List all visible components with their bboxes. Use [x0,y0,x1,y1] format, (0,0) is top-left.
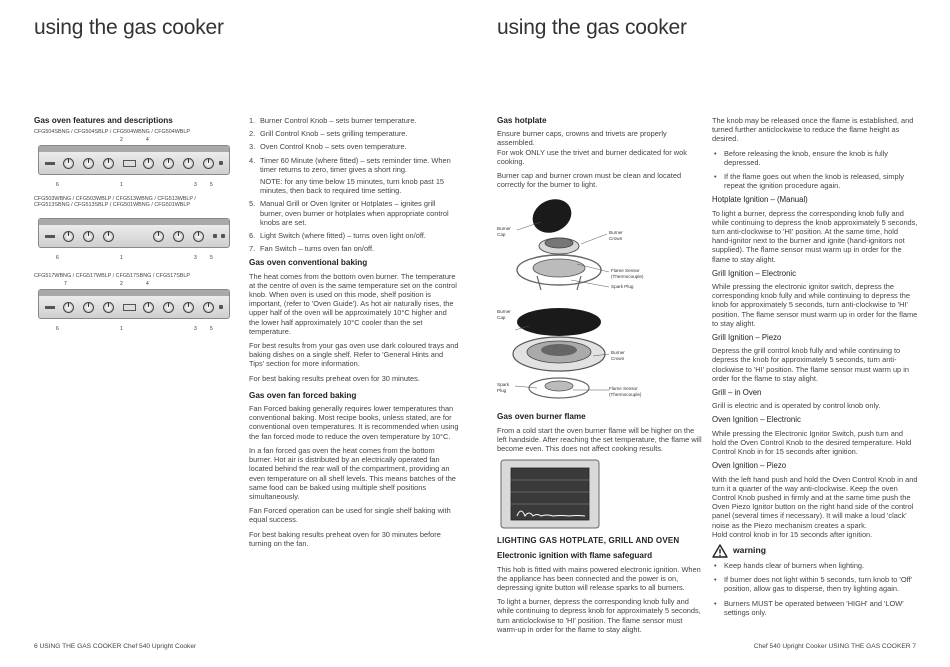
body-text: Fan Forced baking generally requires lower temperatures than conventional baking. Most recipe books, unless stated, are for conventional oven temperatures. It is recommended when using the fan forced mode to reduce the oven temperature by 10°C. [249,404,459,441]
panel-strip [39,146,229,152]
timer-note: NOTE: for any time below 15 minutes, turn knob past 15 minutes, then back to required time setting. [260,177,445,196]
body-text: While pressing the electronic ignitor switch, depress the corresponding knob fully and while continuing to depress the knob for approximately 5 seconds, turn anti-clockwise to 'HI' position. The flame sensor must warm up in order for the flame to stay alight. [712,282,918,328]
brand-logo-icon [45,235,55,238]
list-item: 6. Light Switch (where fitted) – turns oven light on/off. [249,231,426,241]
callout-label: 1 [120,254,123,261]
knob-icon [183,302,194,313]
release-bullets [712,149,918,191]
burner-assembly-figure-1 [497,194,702,298]
callout-label: 6 [56,254,59,261]
callout-label: 4 [146,136,149,143]
body-text: Depress the grill control knob fully and while continuing to depress the knob for approximately 5 seconds, turn anti-clockwise to 'HI' position. The flame sensor must warm up in order for the flame to stay alight. [712,346,909,383]
body-text: This hob is fitted with mains powered electronic ignition. When the appliance has been connected and the power is on, depressing ignite button will release sparks to all burners. [497,564,701,593]
callout-label: 5 [210,181,213,188]
figure-label: Burner Crown [609,230,623,241]
figure-label: Flame Sensor (Thermocouple) [611,268,644,279]
list-item: • If the flame goes out when the knob is released, simply repeat the ignition procedure again. [712,172,918,190]
body-text: To light a burner, depress the corresponding knob fully and while continuing to depress the knob approximately 5 seconds, turn anti-clockwise to 'HI' position. At the same time, hold hand-ignitor next to the burner and ignite (hand-ignitors not supplied). The flame sensor must warm up in order for the flame to stay alight. [712,208,918,264]
timer-icon [123,160,136,167]
controls-list [249,116,459,253]
figure-label: Flame Sensor (Thermocouple) [609,386,642,397]
callout-label: 6 [56,325,59,332]
body-text: Fan Forced operation can be used for single shelf baking with equal success. [249,506,451,525]
warning-header [712,544,918,558]
list-item: 3. Oven Control Knob – sets oven temperature. [249,142,407,152]
grill-electronic-heading: Grill Ignition – Electronic [712,268,797,278]
knob-icon [163,302,174,313]
brand-logo-icon [45,306,55,309]
conventional-heading: Gas oven conventional baking [249,258,368,268]
model-list-2b: CFG513SBNG / CFG513SBLP / CFG501WBNG / CFG501WBLP [34,202,190,209]
callout-label: 7 [64,280,67,287]
warning-label: warning [733,545,766,556]
fanforced-heading: Gas oven fan forced baking [249,390,357,400]
body-text: In a fan forced gas oven the heat comes from the bottom burner. Hot air is distributed by an electrically operated fan located behind the rear wall of the compartment, providing an even temperature on all shelf levels. This means batches of the same food can be baked using multiple shelf positions simultaneously. [249,445,456,501]
body-text: With the left hand push and hold the Oven Control Knob in and turn it a quarter of the way anti-clockwise. Keep the oven Control Knob pushed in firmly and at the same time push the Oven Piezo Ignitor button on the right hand side of the control panel (several times if necessary). It will make a loud 'clack' noise as the Piezo mechanism creates a spark. [712,474,918,530]
knob-icon [143,158,154,169]
knob-icon [83,302,94,313]
control-panel [38,145,230,175]
oven-flame-heading: Gas oven burner flame [497,412,586,422]
knob-icon [203,158,214,169]
control-panel-diagram-3 [34,280,234,334]
callout-label: 3 [194,325,197,332]
knob-icon [103,158,114,169]
knob-icon [63,302,74,313]
figure-label: Spark Plug [497,382,510,393]
panel-strip [39,290,229,296]
model-list-1: CFG504SBNG / CFG504SBLP / CFG504WBNG / CFG504WBLP [34,129,190,136]
oven-piezo-heading: Oven Ignition – Piezo [712,461,787,471]
knob-icon [183,158,194,169]
figure-label: Spark Plug [611,284,634,290]
control-panel [38,289,230,319]
fan-switch-icon [219,305,223,309]
controls-column [249,116,459,553]
knob-icon [163,158,174,169]
page-title-right: using the gas cooker [497,16,687,39]
body-text: The knob may be released once the flame is established, and turned further anticlockwise to reduce the flame height as desired. [712,116,914,144]
body-text: To light a burner, depress the corresponding knob fully and while continuing to depress knob for approximately 5 seconds, turn anticlockwise to 'HI' position. The flame sensor must warm-up in order for the flame to stay alight. [497,597,701,634]
oven-interior-figure [497,458,702,530]
callout-label: 4 [146,280,149,287]
features-column [34,116,234,334]
footer-left: 6 USING THE GAS COOKER Chef 540 Upright Cooker [34,643,197,650]
figure-label: Burner Crown [611,350,625,361]
list-item: 5. Manual Grill or Oven Igniter or Hotplates – ignites grill burner, oven burner or hotplates when appropriate control knobs are set. [249,199,449,227]
warning-triangle-icon [712,544,728,558]
knob-icon [103,231,114,242]
panel-strip [39,219,229,225]
callout-label: 3 [194,181,197,188]
list-item: 2. Grill Control Knob – sets grilling temperature. [249,129,408,139]
grill-oven-heading: Grill – in Oven [712,388,762,398]
body-text: While pressing the Electronic Ignitor Switch, push turn and hold the Oven Control Knob to the desired temperature. Hold Control Knob in for 15 seconds after ignition. [712,428,912,457]
oven-electronic-heading: Oven Ignition – Electronic [712,415,801,425]
callout-label: 2 [120,280,123,287]
knob-icon [153,231,164,242]
warning-bullets [712,561,918,617]
ignitor-button-icon [219,161,223,165]
wok-burner-illustration [497,304,702,406]
knob-icon [103,302,114,313]
callout-label: 6 [56,181,59,188]
brand-logo-icon [45,162,55,165]
lighting-subheading: Electronic ignition with flame safeguard [497,551,653,561]
hotplate-manual-heading: Hotplate Ignition – (Manual) [712,195,808,205]
list-item: • Burners MUST be operated between 'HIGH' and 'LOW' settings only. [712,599,918,617]
model-list-3: CFG517WBNG / CFG517WBLP / CFG517SBNG / CFG517SBLP [34,272,190,279]
knob-icon [143,302,154,313]
control-panel-diagram-1 [34,136,234,190]
body-text: Grill is electric and is operated by control knob only. [712,401,881,411]
list-item: • Keep hands clear of burners when lighting. [712,561,918,570]
list-item: • Before releasing the knob, ensure the knob is fully depressed. [712,149,918,167]
model-list-2a: CFG503WBNG / CFG503WBLP / CFG513WBNG / CFG513WBLP / [34,195,196,202]
list-item: 1. Burner Control Knob – sets burner temperature. [249,116,417,125]
callout-label: 1 [120,325,123,332]
page-title-left: using the gas cooker [34,16,224,39]
body-text: For best baking results preheat oven for 30 minutes. [249,373,420,383]
list-item: 4. Timer 60 Minute (where fitted) – sets reminder time. When timer returns to zero, timer gives a short ring. NOTE: for any time below 15 minutes, turn knob past 15 minutes, then back to required time setting. [249,156,459,196]
light-switch-icon [221,234,225,238]
body-text: From a cold start the oven burner flame will be higher on the left handside. After reaching the set temperature, the flame will become even. This does not affect cooking results. [497,425,702,454]
features-heading: Gas oven features and descriptions [34,116,173,125]
body-text: The heat comes from the bottom oven burner. The temperature at the centre of oven is the same temperature set on the control knob. When oven is used on this mode, shelf position is important, (refer to 'Oven Guide'). As hot air naturally rises, the upper half of the oven will be approximately 10°C higher and the lower half approximately 10°C cooler than the set temperature. [249,271,457,336]
body-text: Hold control knob in for 15 seconds after ignition. [712,529,873,539]
control-panel [38,218,230,248]
callout-label: 5 [210,325,213,332]
knob-icon [173,231,184,242]
callout-label: 2 [120,136,123,143]
list-item: 7. Fan Switch – turns oven fan on/off. [249,244,375,254]
callout-label: 5 [210,254,213,261]
timer-icon [123,304,136,311]
body-text: Burner cap and burner crown must be clean and located correctly for the burner to light. [497,171,682,190]
lighting-heading: LIGHTING GAS HOTPLATE, GRILL AND OVEN [497,536,680,546]
hotplate-heading: Gas hotplate [497,116,547,125]
body-text: Ensure burner caps, crowns and trivets are properly assembled. [497,129,667,148]
burner-exploded-illustration [497,194,702,298]
body-text: For best results from your gas oven use dark coloured trays and baking dishes on a single shelf. Refer to 'General Hints and Tips' section for more information. [249,341,459,369]
hotplate-column [497,116,702,639]
burner-assembly-figure-2 [497,304,702,406]
footer-right: Chef 540 Upright Cooker USING THE GAS COOKER 7 [753,643,916,650]
list-item: • If burner does not light within 5 seconds, turn knob to 'Off' position, allow gas to disperse, then try lighting again. [712,575,918,593]
figure-label: Burner Cap [497,309,511,320]
body-text: For best baking results preheat oven for 30 minutes before turning on the fan. [249,529,441,548]
knob-icon [63,158,74,169]
knob-icon [83,231,94,242]
figure-label: Burner Cap [497,226,511,237]
control-panel-diagram-2 [34,209,234,263]
callout-label: 1 [120,181,123,188]
knob-icon [83,158,94,169]
grill-piezo-heading: Grill Ignition – Piezo [712,333,782,343]
ignition-column [712,116,918,622]
knob-icon [63,231,74,242]
callout-label: 3 [194,254,197,261]
oven-flame-illustration [497,458,607,530]
knob-icon [203,302,214,313]
ignitor-button-icon [213,234,217,238]
knob-icon [193,231,204,242]
body-text: For wok ONLY use the trivet and burner dedicated for wok cooking. [497,147,687,166]
